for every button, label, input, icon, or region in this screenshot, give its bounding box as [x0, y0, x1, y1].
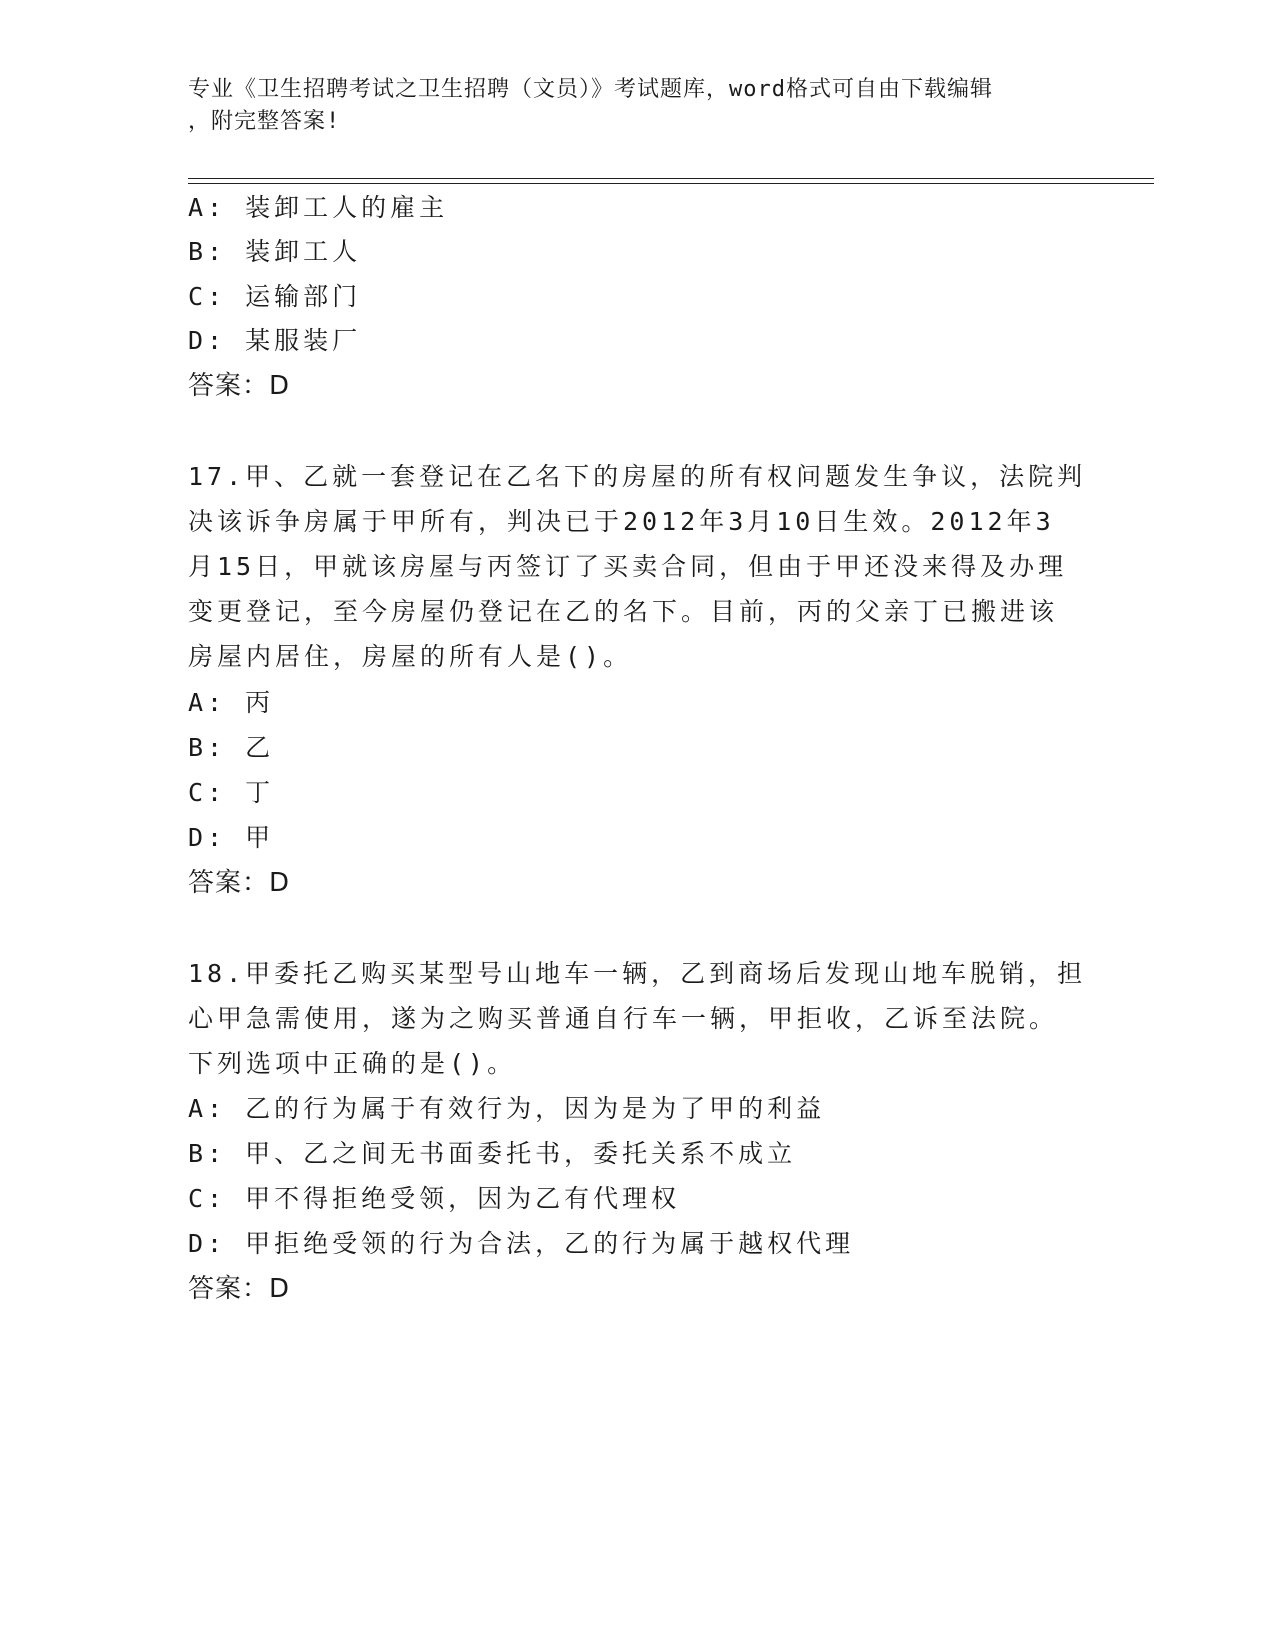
q18-answer: 答案：D: [188, 1274, 291, 1304]
header-line-2: ，附完整答案!: [188, 109, 341, 134]
q16-option-d: D: 某服装厂: [188, 326, 362, 355]
q18-option-d: D: 甲拒绝受领的行为合法，乙的行为属于越权代理: [188, 1229, 855, 1258]
header-divider-bottom: [188, 183, 1154, 184]
q17-option-d: D: 甲: [188, 823, 275, 852]
q17-option-a: A: 丙: [188, 688, 275, 717]
q18-stem-line-3: 下列选项中正确的是()。: [188, 1049, 517, 1078]
q17-stem-line-1: 17.甲、乙就一套登记在乙名下的房屋的所有权问题发生争议，法院判: [188, 462, 1087, 491]
q18-stem-line-1: 18.甲委托乙购买某型号山地车一辆，乙到商场后发现山地车脱销，担: [188, 959, 1087, 988]
q17-option-c: C: 丁: [188, 778, 275, 807]
q16-option-c: C: 运输部门: [188, 282, 362, 311]
header-divider-top: [188, 178, 1154, 179]
q17-stem-line-4: 变更登记，至今房屋仍登记在乙的名下。目前，丙的父亲丁已搬进该: [188, 597, 1059, 626]
q16-option-b: B: 装卸工人: [188, 237, 362, 266]
document-header: [188, 74, 1068, 138]
q16-answer: 答案：D: [188, 371, 291, 401]
q18-option-a: A: 乙的行为属于有效行为，因为是为了甲的利益: [188, 1094, 826, 1123]
q18-stem-line-2: 心甲急需使用，遂为之购买普通自行车一辆，甲拒收，乙诉至法院。: [188, 1004, 1059, 1033]
q16-option-a: A: 装卸工人的雇主: [188, 193, 449, 222]
q17-answer: 答案：D: [188, 868, 291, 898]
header-line-1: 专业《卫生招聘考试之卫生招聘（文员）》考试题库，word格式可自由下载编辑: [188, 77, 993, 102]
q18-option-b: B: 甲、乙之间无书面委托书，委托关系不成立: [188, 1139, 797, 1168]
q18-option-c: C: 甲不得拒绝受领，因为乙有代理权: [188, 1184, 681, 1213]
q17-option-b: B: 乙: [188, 733, 275, 762]
q17-stem-line-5: 房屋内居住，房屋的所有人是()。: [188, 642, 633, 671]
q17-stem-line-2: 决该诉争房属于甲所有，判决已于2012年3月10日生效。2012年3: [188, 507, 1055, 536]
q17-stem-line-3: 月15日，甲就该房屋与丙签订了买卖合同，但由于甲还没来得及办理: [188, 552, 1068, 581]
